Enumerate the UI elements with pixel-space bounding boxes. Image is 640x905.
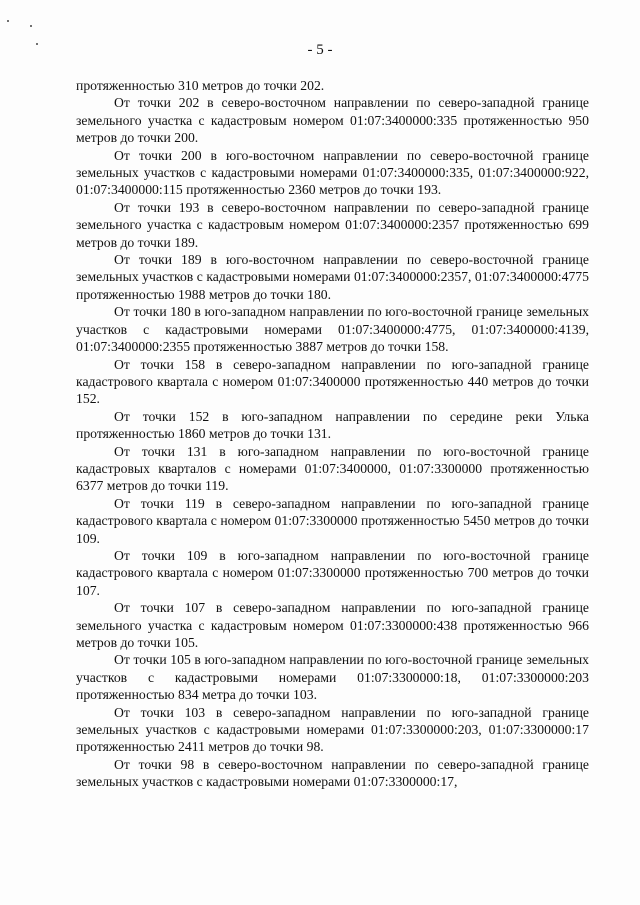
paragraph: От точки 158 в северо-западном направлении по юго-западной границе кадастрового квартала с номером 01:07:3400000 протяженностью 440 метров до точки 152.	[76, 356, 589, 407]
paragraph: От точки 180 в юго-западном направлении по юго-восточной границе земельных участков с кадастровыми номерами 01:07:3400000:4775, 01:07:3400000:4139, 01:07:3400000:2355 протяженностью 3887 метров до точки 158.	[76, 304, 589, 355]
paragraph: От точки 98 в северо-восточном направлении по северо-западной границе земельных участков с кадастровыми номерами 01:07:3300000:17,	[76, 756, 589, 790]
paragraph: От точки 152 в юго-западном направлении по середине реки Улька протяженностью 1860 метров до точки 131.	[76, 408, 589, 442]
paragraph: От точки 200 в юго-восточном направлении по северо-восточной границе земельных участков с кадастровыми номерами 01:07:3400000:335, 01:07:3400000:922, 01:07:3400000:115 протяженностью 2360 метров до точки 193.	[76, 147, 589, 198]
paragraph: От точки 109 в юго-западном направлении по юго-восточной границе кадастрового квартала с номером 01:07:3300000 протяженностью 700 метров до точки 107.	[76, 547, 589, 598]
page-number: - 5 -	[307, 42, 333, 58]
paragraph: От точки 202 в северо-восточном направлении по северо-западной границе земельного участка с кадастровым номером 01:07:3400000:335 протяженностью 950 метров до точки 200.	[76, 95, 589, 146]
paragraph: От точки 107 в северо-западном направлении по юго-западной границе земельного участка с кадастровым номером 01:07:3300000:438 протяженностью 966 метров до точки 105.	[76, 600, 589, 650]
paragraph: От точки 103 в северо-западном направлении по юго-западной границе земельных участков с кадастровыми номерами 01:07:3300000:203, 01:07:3300000:17 протяженностью 2411 метров до точки 98.	[76, 704, 589, 755]
scan-speck	[30, 25, 32, 27]
document-body	[76, 77, 589, 791]
paragraph: От точки 119 в северо-западном направлении по юго-западной границе кадастрового квартала с номером 01:07:3300000 протяженностью 5450 метров до точки 109.	[76, 495, 589, 546]
scan-speck	[7, 20, 9, 22]
paragraph: От точки 193 в северо-восточном направлении по северо-западной границе земельного участка с кадастровым номером 01:07:3400000:2357 протяженностью 699 метров до точки 189.	[76, 199, 589, 250]
paragraph: От точки 105 в юго-западном направлении по юго-восточной границе земельных участков с кадастровыми номерами 01:07:3300000:18, 01:07:3300000:203 протяженностью 834 метра до точки 103.	[76, 652, 589, 703]
paragraph: протяженностью 310 метров до точки 202.	[76, 78, 325, 93]
paragraph: От точки 189 в юго-восточном направлении по северо-восточной границе земельных участков с кадастровыми номерами 01:07:3400000:2357, 01:07:3400000:4775 протяженностью 1988 метров до точки 180.	[76, 252, 589, 302]
paragraph: От точки 131 в юго-западном направлении по юго-восточной границе кадастровых кварталов с номерами 01:07:3400000, 01:07:3300000 протяженностью 6377 метров до точки 119.	[76, 443, 589, 494]
